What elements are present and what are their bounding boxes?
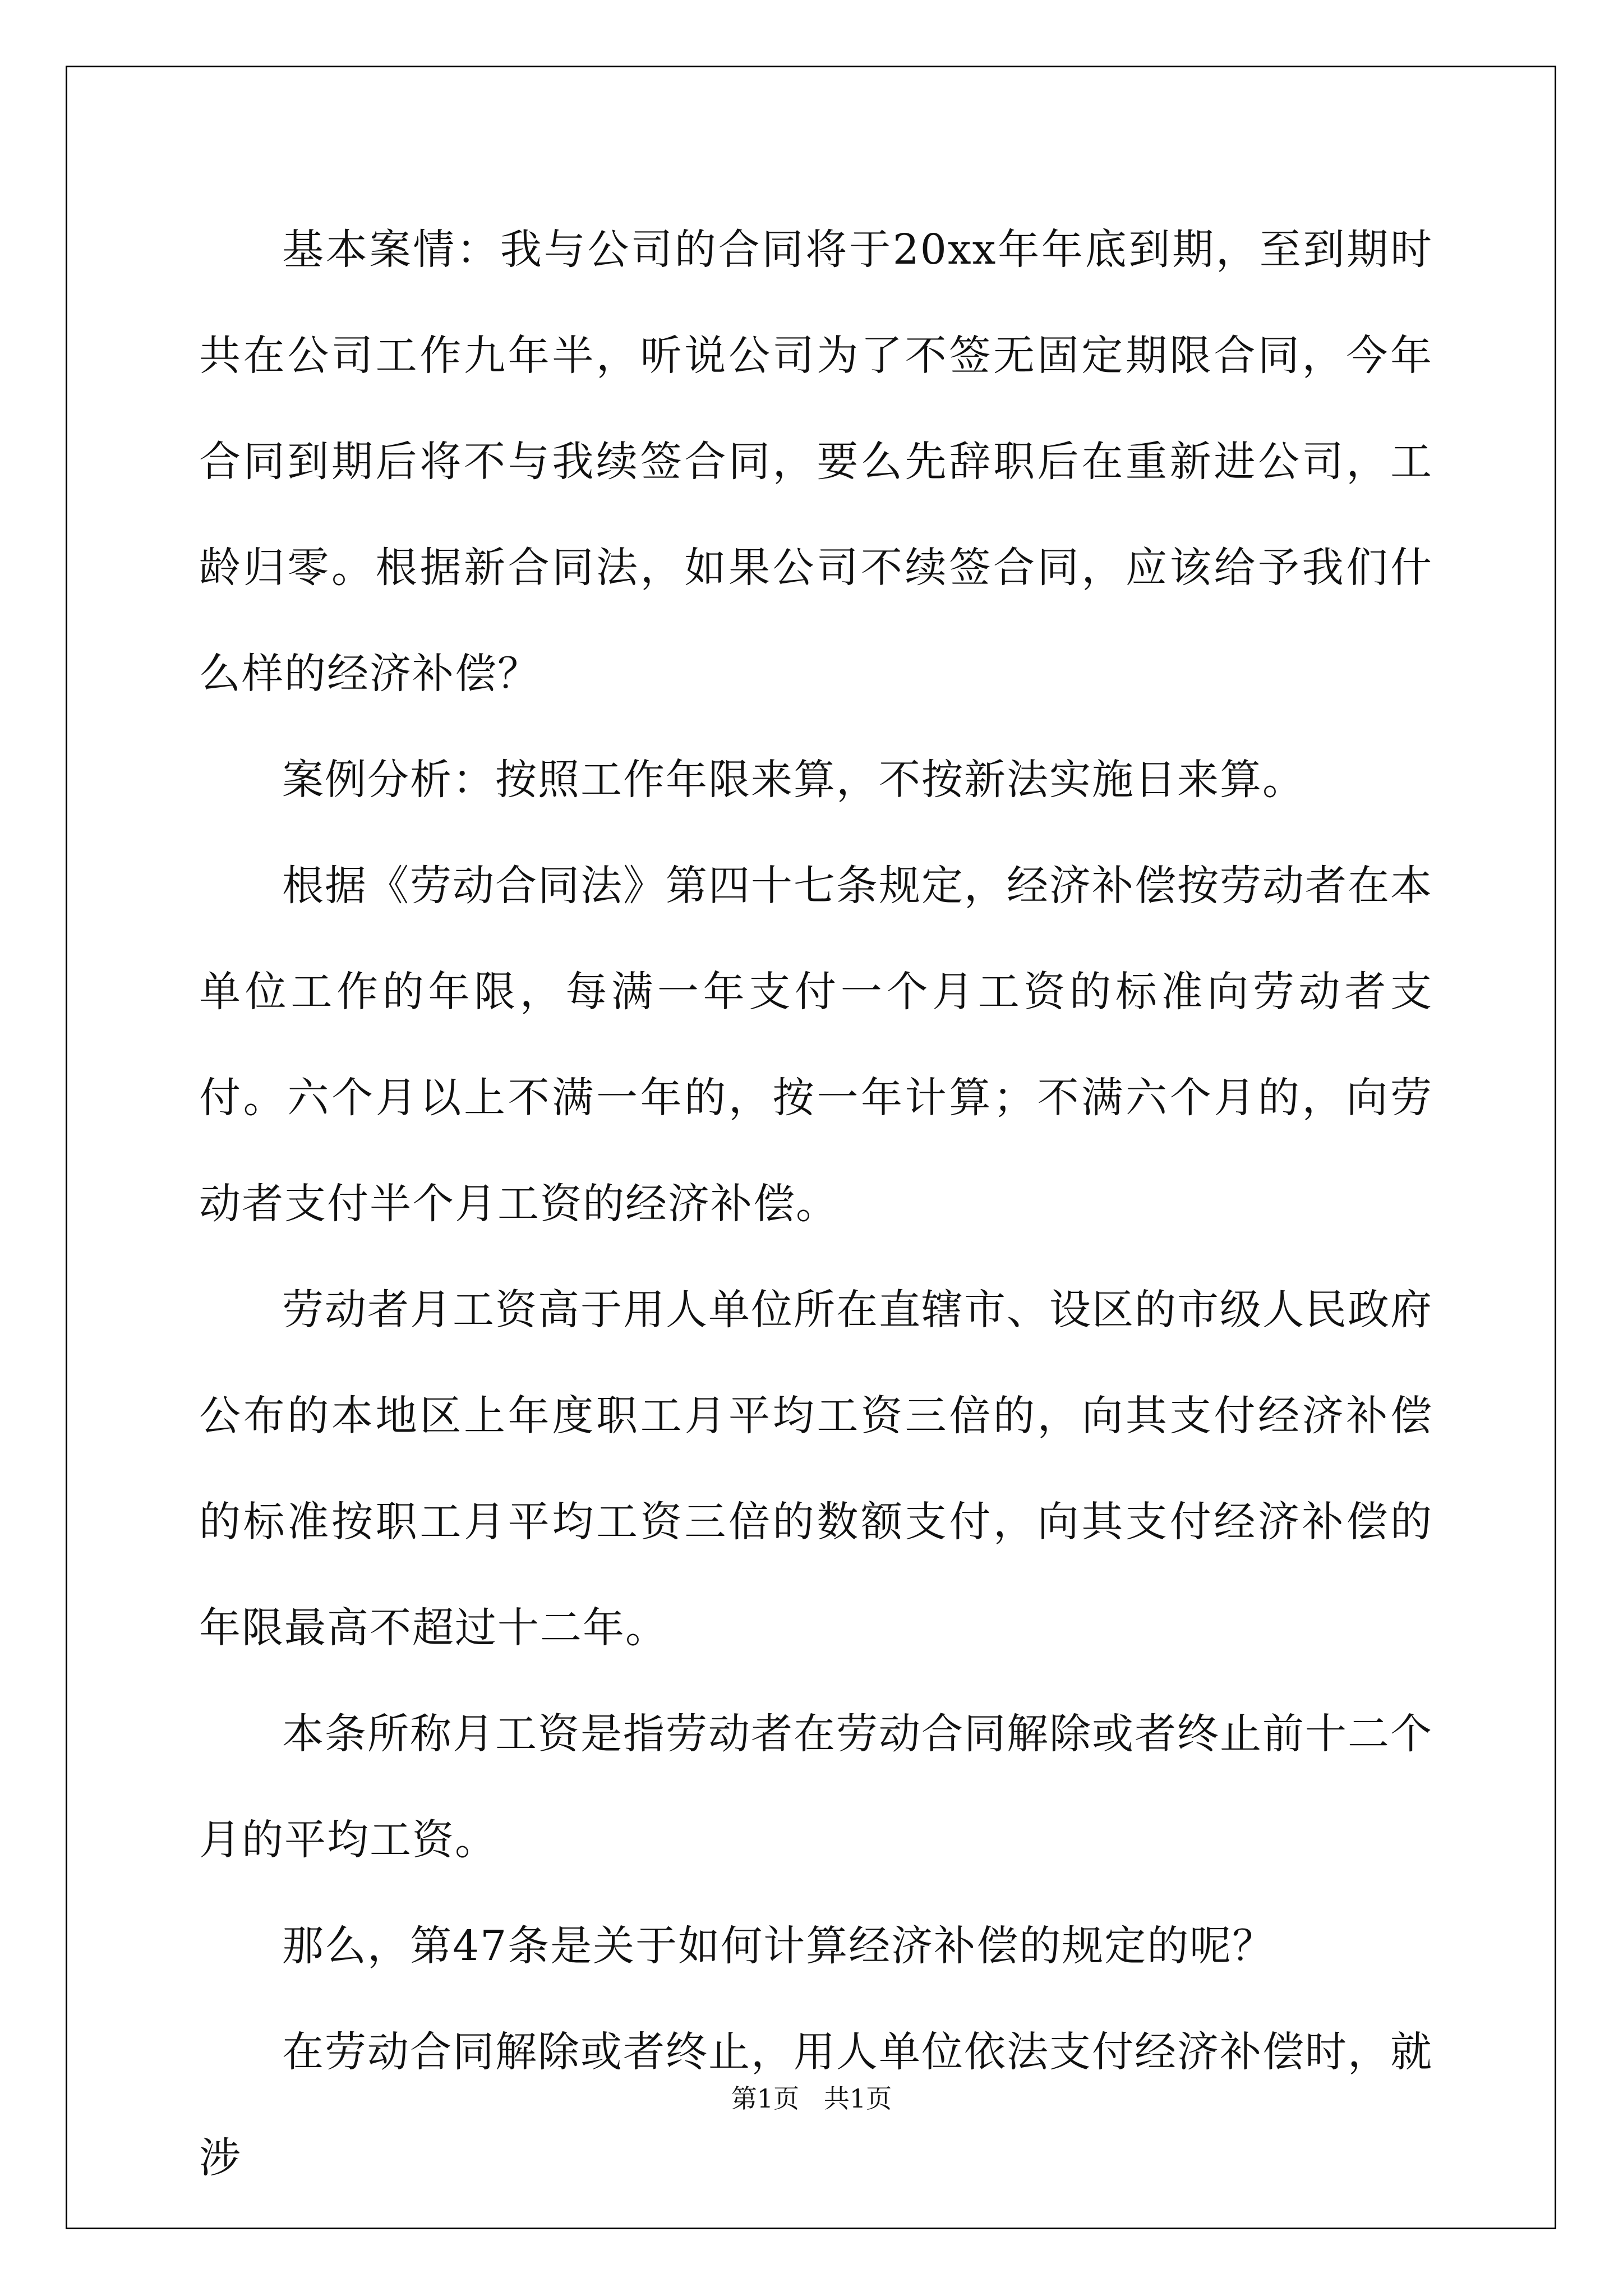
paragraph-salary-cap: 劳动者月工资高于用人单位所在直辖市、设区的市级人民政府公布的本地区上年度职工月平均工资三倍的，向其支付经济补偿的标准按职工月平均工资三倍的数额支付，向其支付经济补偿的年限最高不超过十二年。 [199, 1286, 1433, 1652]
paragraph-case-analysis: 案例分析：按照工作年限来算，不按新法实施日来算。 [282, 756, 1305, 804]
paragraph-monthly-wage-definition: 本条所称月工资是指劳动者在劳动合同解除或者终止前十二个月的平均工资。 [199, 1710, 1433, 1864]
document-body [199, 197, 1433, 2211]
paragraph-article-47: 根据《劳动合同法》第四十七条规定，经济补偿按劳动者在本单位工作的年限，每满一年支付一个月工资的标准向劳动者支付。六个月以上不满一年的，按一年计算；不满六个月的，向劳动者支付半个月工资的经济补偿。 [199, 862, 1433, 1228]
paragraph-question: 那么，第47条是关于如何计算经济补偿的规定的呢？ [282, 1922, 1275, 1970]
page-footer: 第1页 共1页 [731, 2083, 892, 2114]
paragraph-case-facts: 基本案情：我与公司的合同将于20xx年年底到期，至到期时共在公司工作九年半，听说公司为了不签无固定期限合同，今年合同到期后将不与我续签合同，要么先辞职后在重新进公司，工龄归零。根据新合同法，如果公司不续签合同，应该给予我们什么样的经济补偿？ [199, 226, 1433, 698]
paragraph-continuation: 在劳动合同解除或者终止，用人单位依法支付经济补偿时，就涉 [199, 2028, 1433, 2182]
